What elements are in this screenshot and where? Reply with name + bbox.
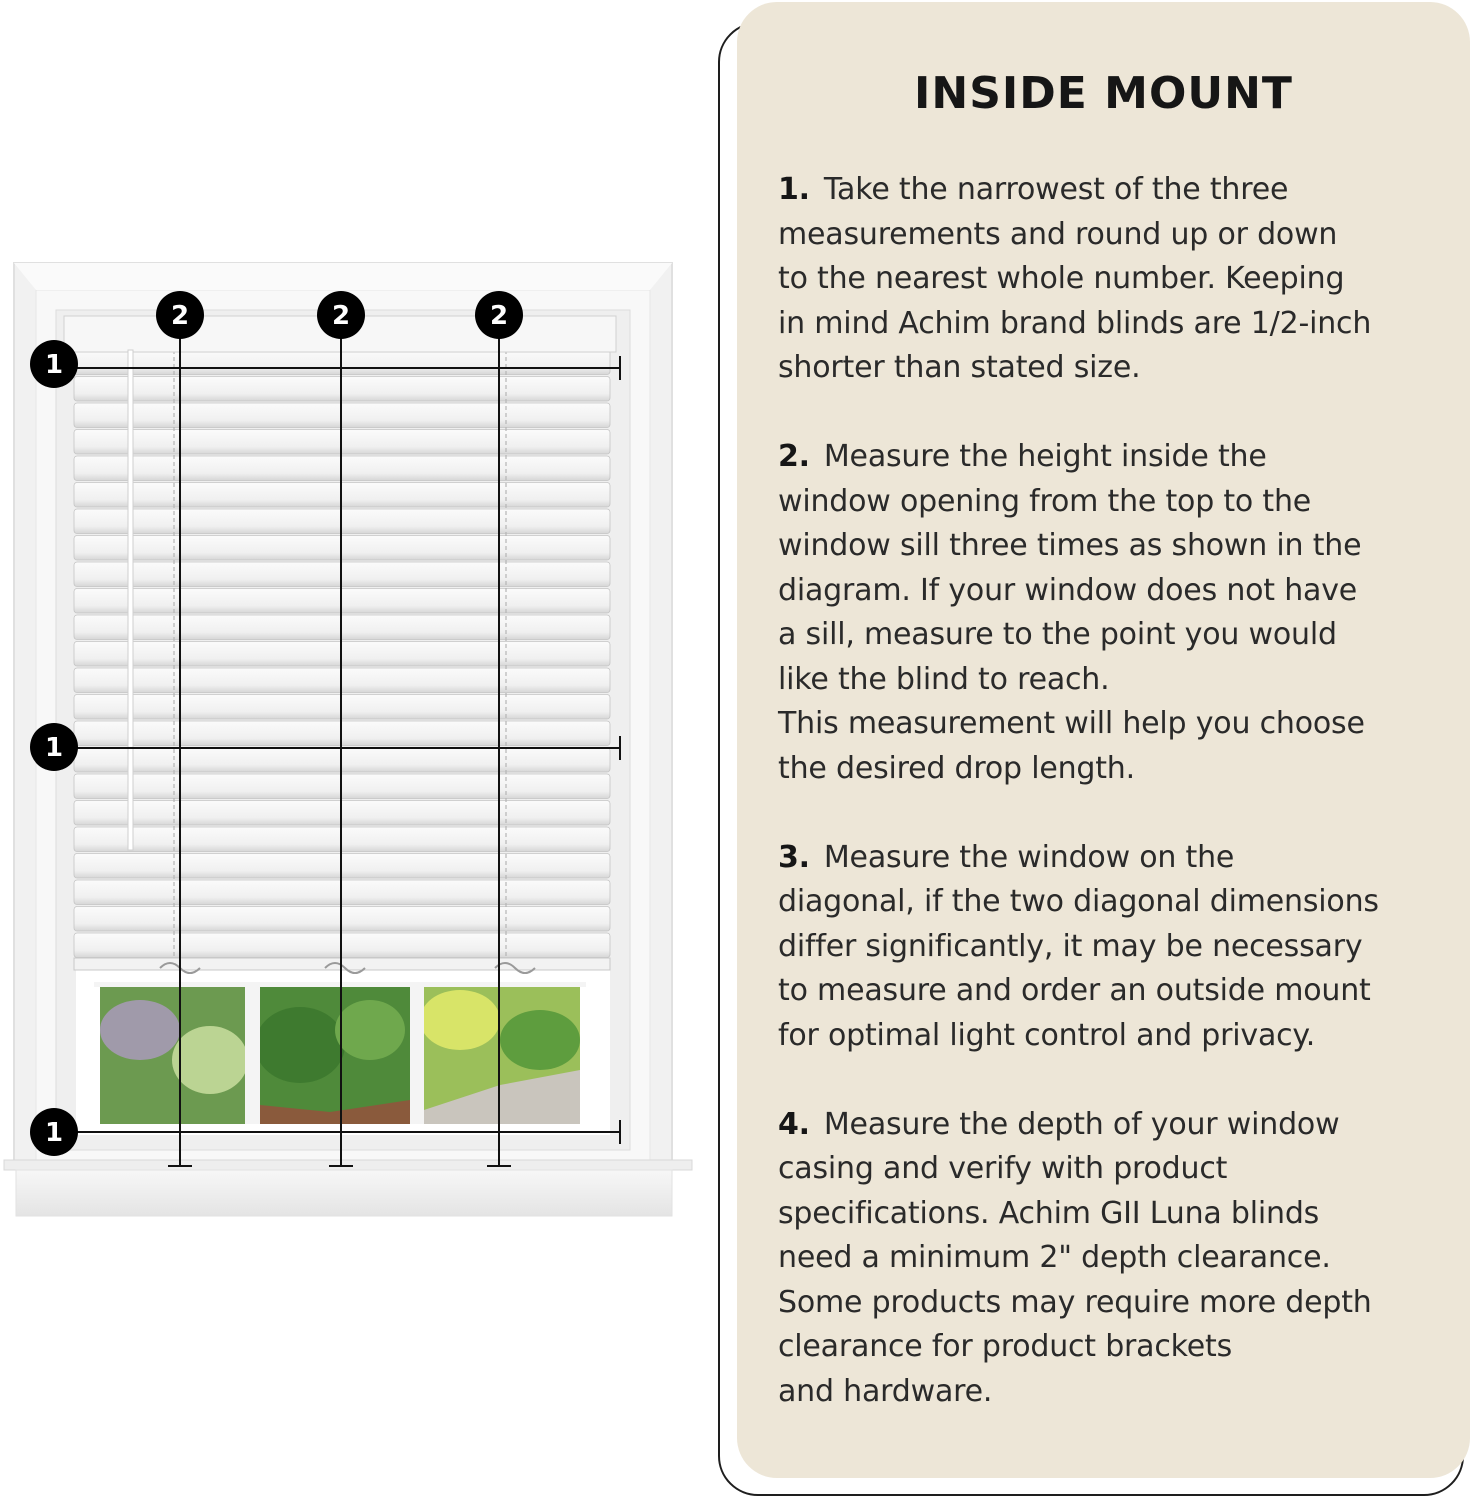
instruction-steps: [778, 168, 1458, 1459]
step-line: [778, 1103, 1458, 1148]
step-line: shorter than stated size.: [778, 350, 1141, 385]
width-marker-bottom: [30, 1108, 78, 1156]
step-text: Measure the window on the: [823, 839, 1235, 875]
height-marker-left: [156, 291, 204, 339]
svg-text:2: 2: [489, 301, 509, 331]
step-line: differ significantly, it may be necessary: [778, 928, 1363, 964]
step-line: to measure and order an outside mount: [778, 973, 1371, 1008]
instruction-step-2: [778, 435, 1458, 791]
instruction-step-4: [778, 1103, 1458, 1415]
step-line: casing and verify with product: [778, 1151, 1228, 1186]
step-line: [778, 168, 1458, 213]
svg-text:1: 1: [44, 1118, 64, 1148]
window-glass-garden: [76, 970, 610, 1135]
step-line: measurements and round up or down: [778, 216, 1338, 252]
window-sill: [4, 1160, 692, 1216]
step-text: Take the narrowest of the three: [823, 172, 1289, 207]
step-line: a sill, measure to the point you would: [778, 617, 1337, 652]
step-line: diagonal, if the two diagonal dimensions: [778, 884, 1379, 919]
height-marker-center: [317, 291, 365, 339]
inside-mount-card: [737, 2, 1470, 1478]
instruction-step-1: [778, 168, 1458, 391]
height-marker-right: [475, 291, 523, 339]
step-number: 3.: [778, 839, 810, 875]
tilt-wand: [128, 350, 133, 850]
step-number: 4.: [778, 1106, 810, 1142]
step-number: 2.: [778, 439, 810, 474]
width-marker-middle: [30, 723, 78, 771]
instruction-step-3: [778, 836, 1458, 1059]
step-line: in mind Achim brand blinds are 1/2-inch: [778, 305, 1372, 341]
card-title: INSIDE MOUNT: [914, 68, 1293, 119]
width-marker-top: [30, 340, 78, 388]
step-line: specifications. Achim GII Luna blinds: [778, 1195, 1320, 1231]
step-line: to the nearest whole number. Keeping: [778, 261, 1345, 296]
step-line: for optimal light control and privacy.: [778, 1017, 1316, 1053]
step-line: clearance for product brackets: [778, 1329, 1233, 1364]
svg-text:2: 2: [331, 301, 351, 331]
step-line: [778, 836, 1458, 881]
svg-text:1: 1: [44, 350, 64, 380]
step-line: window sill three times as shown in the: [778, 528, 1362, 563]
step-line: window opening from the top to the: [778, 483, 1312, 519]
step-text: Measure the depth of your window: [823, 1106, 1340, 1142]
window-blind-diagram: [0, 0, 700, 1240]
step-line: Some products may require more depth: [778, 1284, 1372, 1320]
step-number: 1.: [778, 172, 810, 207]
step-text: Measure the height inside the: [823, 439, 1267, 474]
step-line: like the blind to reach.: [778, 661, 1110, 697]
svg-text:1: 1: [44, 733, 64, 763]
step-line: diagram. If your window does not have: [778, 572, 1358, 608]
svg-text:2: 2: [170, 301, 190, 331]
step-line: and hardware.: [778, 1373, 993, 1409]
step-line: [778, 435, 1458, 480]
step-line: This measurement will help you choose: [778, 706, 1365, 741]
step-line: need a minimum 2" depth clearance.: [778, 1240, 1331, 1275]
step-line: the desired drop length.: [778, 750, 1135, 786]
